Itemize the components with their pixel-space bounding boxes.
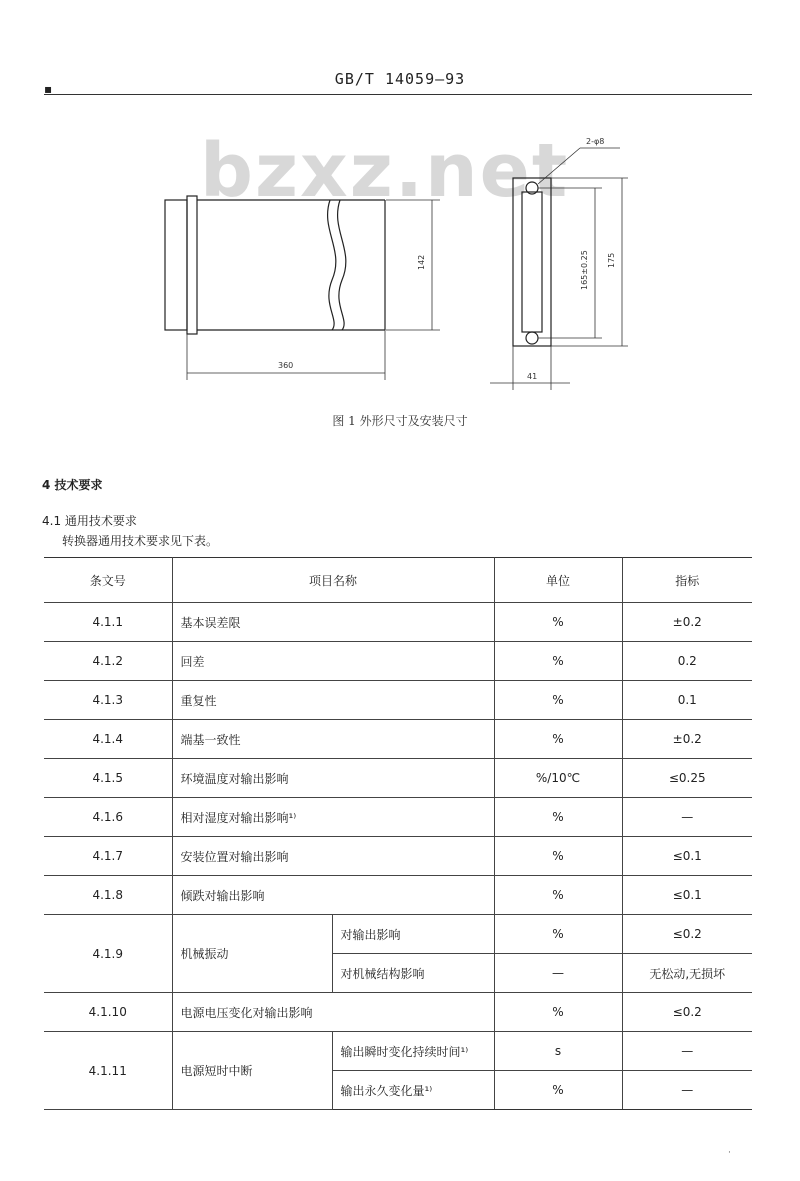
unit-cell: — [494,954,622,993]
header-clause: 条文号 [44,558,172,603]
item-cell: 电源短时中断 [172,1032,332,1110]
clause-cell: 4.1.8 [44,876,172,915]
header-unit: 单位 [494,558,622,603]
unit-cell: %/10℃ [494,759,622,798]
bottom-mount-hole [526,332,538,344]
spec-table [44,557,752,1110]
value-cell: ≤0.1 [622,876,752,915]
item-cell: 重复性 [172,681,494,720]
value-cell: — [622,1032,752,1071]
subitem-cell: 对输出影响 [332,915,494,954]
unit-cell: % [494,798,622,837]
item-cell: 安装位置对输出影响 [172,837,494,876]
side-plate [513,178,551,346]
section-4-1-text: 转换器通用技术要求见下表。 [62,534,219,548]
unit-cell: % [494,993,622,1032]
page-corner-mark: · [728,1148,731,1158]
item-cell: 端基一致性 [172,720,494,759]
item-cell: 电源电压变化对输出影响 [172,993,494,1032]
clause-cell: 4.1.5 [44,759,172,798]
value-cell: ≤0.25 [622,759,752,798]
item-cell: 相对湿度对输出影响¹⁾ [172,798,494,837]
item-cell: 基本误差限 [172,603,494,642]
header-item: 项目名称 [172,558,494,603]
table-row [44,837,752,876]
table-row [44,915,752,954]
clause-cell: 4.1.10 [44,993,172,1032]
table-row [44,642,752,681]
table-row [44,993,752,1032]
unit-cell: % [494,642,622,681]
value-cell: ±0.2 [622,603,752,642]
value-cell: — [622,798,752,837]
clause-cell: 4.1.1 [44,603,172,642]
front-flange [165,200,187,330]
unit-cell: % [494,837,622,876]
table-row [44,798,752,837]
side-body [522,192,542,332]
value-cell: ≤0.2 [622,915,752,954]
clause-cell: 4.1.7 [44,837,172,876]
figure-caption: 图 1 外形尺寸及安装尺寸 [332,414,468,428]
unit-cell: % [494,915,622,954]
table-row [44,720,752,759]
table-row [44,759,752,798]
table-row [44,603,752,642]
clause-cell: 4.1.9 [44,915,172,993]
header-marker: ▪ [44,82,53,96]
subitem-cell: 输出永久变化量¹⁾ [332,1071,494,1110]
table-row [44,1032,752,1071]
item-cell: 机械振动 [172,915,332,993]
unit-cell: % [494,681,622,720]
standard-number: GB/T 14059—93 [334,70,466,88]
value-cell: 0.1 [622,681,752,720]
unit-cell: % [494,1071,622,1110]
clause-cell: 4.1.3 [44,681,172,720]
value-cell: ≤0.2 [622,993,752,1032]
dim-height: 142 [417,254,426,270]
unit-cell: % [494,720,622,759]
table-header-row [44,558,752,603]
clause-cell: 4.1.11 [44,1032,172,1110]
dimension-drawing [150,120,640,400]
dim-length: 360 [278,361,294,370]
value-cell: ≤0.1 [622,837,752,876]
table-row [44,876,752,915]
table-row [44,681,752,720]
unit-cell: s [494,1032,622,1071]
item-cell: 环境温度对输出影响 [172,759,494,798]
section-4-title: 4 技术要求 [42,478,103,492]
section-4-1-title: 4.1 通用技术要求 [42,514,137,528]
item-cell: 回差 [172,642,494,681]
dim-spacing: 165±0.25 [580,250,589,290]
header-value: 指标 [622,558,752,603]
page-header [0,62,800,102]
subitem-cell: 对机械结构影响 [332,954,494,993]
watermark: bzxz.net [200,128,570,214]
header-rule [44,94,752,95]
value-cell: 0.2 [622,642,752,681]
item-cell: 倾跌对输出影响 [172,876,494,915]
dim-total: 175 [607,252,616,268]
value-cell: — [622,1071,752,1110]
clause-cell: 4.1.6 [44,798,172,837]
clause-cell: 4.1.2 [44,642,172,681]
unit-cell: % [494,603,622,642]
clause-cell: 4.1.4 [44,720,172,759]
unit-cell: % [494,876,622,915]
value-cell: ±0.2 [622,720,752,759]
value-cell: 无松动,无损坏 [622,954,752,993]
dim-width: 41 [527,372,538,381]
dim-hole: 2-φ8 [586,137,605,146]
front-flange-inner [187,196,197,334]
subitem-cell: 输出瞬时变化持续时间¹⁾ [332,1032,494,1071]
